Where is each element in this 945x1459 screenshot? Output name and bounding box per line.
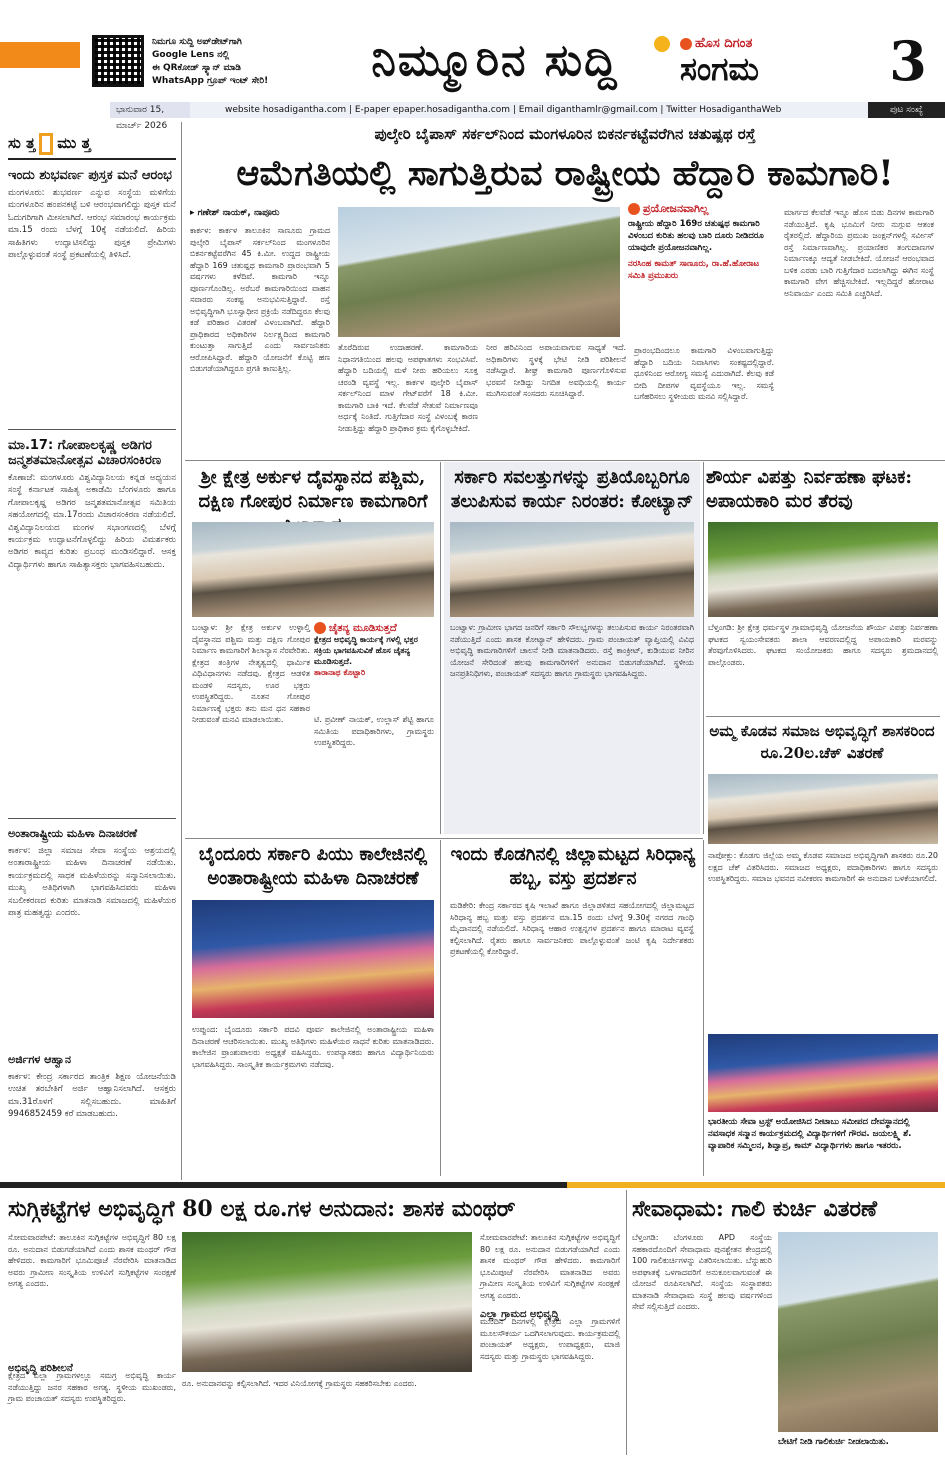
column-tag: ಸು ತ್ತ ಮು ತ್ತ: [8, 128, 176, 160]
orange-accent-tab: [0, 42, 80, 68]
story-body: ಮುಂದಿನ ದಿನಗಳಲ್ಲಿ ಕ್ಷೇತ್ರದ ಎಲ್ಲಾ ಗ್ರಾಮಗಳಿಗೆ ಮೂಲಸೌಕರ್ಯ ಒದಗಿಸಲಾಗುವುದು. ಕಾರ್ಯಕ್ರಮದಲ್ಲಿ ಪಂಚಾಯತ್ ಅಧ್ಯಕ್ಷರು, ಉಪಾಧ್ಯಕ್ಷರು, ಮಾಜಿ ಸದಸ್ಯರು ಮತ್ತು ಗ್ರಾಮಸ್ಥರು ಭಾಗವಹಿಸಿದ್ದರು.: [480, 1317, 620, 1361]
story-body: ಬಂಟ್ವಾಳ: ಗ್ರಾಮೀಣ ಭಾಗದ ಜನರಿಗೆ ಸರ್ಕಾರಿ ಸೌಲಭ್ಯಗಳನ್ನು ತಲುಪಿಸುವ ಕಾರ್ಯ ನಿರಂತರವಾಗಿ ನಡೆಯುತ್ತಿದೆ ಎಂದು ಶಾಸಕ ಕೋಟ್ಯಾನ್ ಹೇಳಿದರು. ಗ್ರಾಮ ಪಂಚಾಯತ್ ವ್ಯಾಪ್ತಿಯಲ್ಲಿ ವಿವಿಧ ಅಭಿವೃದ್ಧಿ ಕಾಮಗಾರಿಗಳಿಗೆ ಚಾಲನೆ ನೀಡಿ ಮಾತನಾಡಿದರು. ರಸ್ತೆ ಕಾಂಕ್ರೀಟ್, ಕುಡಿಯುವ ನೀರಿನ ಯೋಜನೆ ಸೇರಿದಂತೆ ಹಲವು ಕಾಮಗಾರಿಗಳಿಗೆ ಅನುದಾನ ಬಿಡುಗಡೆಯಾಗಿದೆ. ಸ್ಥಳೀಯ ಜನಪ್ರತಿನಿಧಿಗಳು, ಪಂಚಾಯತ್ ಸದಸ್ಯರು ಹಾಗೂ ಗ್ರಾಮಸ್ಥರು ಭಾಗವಹಿಸಿದ್ದರು.: [450, 623, 694, 678]
photo-caption: ಭಾರತೀಯ ಸೇವಾ ಟ್ರಸ್ಟ್ ಅಯೋಜಿಸಿದ ನೀಟಾಬು ಸಮೀಪದ ದೇವಸ್ಥಾನದಲ್ಲಿ ನವಸಾಧಕ ಸನ್ಮಾನ ಕಾರ್ಯಕ್ರಮದಲ್ಲಿ ವಿದ್ಯಾರ್ಥಿಗಳಿಗೆ ಗೌರವ. ಜಯಲಕ್ಷ್ಮಿ ಶೆ. ವ್ಯಾಪಾರಿಕ ಸಮ್ಮಿಲನ, ಶಿವ್ವಾಪ್ರ, ಕಾಮ್ ವಿದ್ಯಾರ್ಥಿಗಳು ಹಾಗೂ ಇತರರು.: [708, 1117, 912, 1151]
story-subheading: ಅಭಿವೃದ್ಧಿ ಪರಿಶೀಲನೆ: [8, 1363, 73, 1374]
quote-author: ತಾರಾನಾಥ ಕೊಟ್ಟಾರಿ: [314, 668, 366, 677]
felicitation-photo: [708, 1034, 938, 1112]
ceremony-photo: [192, 522, 434, 617]
divider: [8, 818, 176, 819]
quote-text: ರಾಷ್ಟ್ರೀಯ ಹೆದ್ದಾರಿ 169ರ ಚತುಷ್ಪಥ ಕಾಮಗಾರಿ ವಿಳಂಬದ ಕುರಿತು ಹಲವು ಬಾರಿ ದೂರು ನೀಡಿದರೂ ಯಾವುದೇ ಪ್ರಯೋಜನವಾಗಿಲ್ಲ.: [628, 219, 764, 253]
story-headline: ಅಂತಾರಾಷ್ಟ್ರೀಯ ಮಹಿಳಾ ದಿನಾಚರಣೆ: [8, 827, 138, 840]
story-headline: ಮಾ.17: ಗೋಪಾಲಕೃಷ್ಣ ಅಡಿಗರ ಜನ್ಮಶತಮಾನೋತ್ಸವ ವಿಚಾರಸಂಕಿರಣ: [8, 438, 162, 468]
story-body: ನಾಪೋಕ್ಲು: ಕೊಡಗು ಜಿಲ್ಲೆಯ ಅಮ್ಮ ಕೊಡವ ಸಮಾಜದ ಅಭಿವೃದ್ಧಿಗಾಗಿ ಶಾಸಕರು ರೂ.20 ಲಕ್ಷದ ಚೆಕ್ ವಿತರಿಸಿದರು. ಸಮಾಜದ ಅಧ್ಯಕ್ಷರು, ಪದಾಧಿಕಾರಿಗಳು ಹಾಗೂ ಸದಸ್ಯರು ಉಪಸ್ಥಿತರಿದ್ದರು. ಸಮಾಜ ಭವನದ ನವೀಕರಣ ಕಾಮಗಾರಿಗೆ ಈ ಅನುದಾನ ಬಳಕೆಯಾಗಲಿದೆ.: [708, 851, 938, 883]
story-body: ಕಾರ್ಕಳ: ಕಾರ್ಕಳ ತಾಲೂಕಿನ ಸಾಣೂರು ಗ್ರಾಮದ ಪುಲ್ಕೇರಿ ಬೈಪಾಸ್ ಸರ್ಕಲ್‌ನಿಂದ ಮಂಗಳೂರಿನ ಬಿಕರ್ನಕಟ್ಟೆವರೆಗಿನ 45 ಕಿ.ಮೀ. ಉದ್ದದ ರಾಷ್ಟ್ರೀಯ ಹೆದ್ದಾರಿ 169 ಚತುಷ್ಪಥ ಕಾಮಗಾರಿ ಪ್ರಾರಂಭವಾಗಿ 5 ವರ್ಷಗಳು ಕಳೆದಿವೆ. ಕಾಮಗಾರಿ ಇನ್ನೂ ಪೂರ್ಣಗೊಂಡಿಲ್ಲ. ಅರೆಬರೆ ಕಾಮಗಾರಿಯಿಂದ ವಾಹನ ಸವಾರರು ಸಂಕಷ್ಟ ಅನುಭವಿಸುತ್ತಿದ್ದಾರೆ. ರಸ್ತೆ ಅಭಿವೃದ್ಧಿಗಾಗಿ ಭೂಸ್ವಾಧೀನ ಪ್ರಕ್ರಿಯೆ ನಡೆದಿದ್ದರೂ ಕೆಲವು ಕಡೆ ಪರಿಹಾರ ವಿತರಣೆ ವಿಳಂಬವಾಗಿದೆ. ಹೆದ್ದಾರಿ ಪ್ರಾಧಿಕಾರದ ಅಧಿಕಾರಿಗಳ ನಿರ್ಲಕ್ಷ್ಯದಿಂದ ಕಾಮಗಾರಿ ಕುಂಟುತ್ತಾ ಸಾಗುತ್ತಿದೆ ಎಂದು ಸಾರ್ವಜನಿಕರು ಆರೋಪಿಸಿದ್ದಾರೆ. ಹೆದ್ದಾರಿ ಯೋಜನೆಗೆ ಕೊಟ್ಟಿ ಹಣ ಬಿಡುಗಡೆಯಾಗಿದ್ದರೂ ಪ್ರಗತಿ ಕಾಣುತ್ತಿಲ್ಲ.: [190, 226, 330, 373]
story-headline: ಇಂದು ಶುಭವರ್ಣ ಪುಸ್ತಕ ಮನೆ ಆರಂಭ: [8, 168, 172, 183]
ground-breaking-photo: [182, 1232, 472, 1372]
story-body: ಬೆಳ್ತಂಗಡಿ: ಶ್ರೀ ಕ್ಷೇತ್ರ ಧರ್ಮಸ್ಥಳ ಗ್ರಾಮಾಭಿವೃದ್ಧಿ ಯೋಜನೆಯ ಶೌರ್ಯ ವಿಪತ್ತು ನಿರ್ವಹಣಾ ಘಟಕದ ಸ್ವಯಂಸೇವಕರು ಶಾಲಾ ಆವರಣದಲ್ಲಿದ್ದ ಅಪಾಯಕಾರಿ ಮರವನ್ನು ತೆರವುಗೊಳಿಸಿದರು. ಘಟಕದ ಸಂಯೋಜಕರು ಹಾಗೂ ಸದಸ್ಯರು ಶ್ರಮದಾನದಲ್ಲಿ ಪಾಲ್ಗೊಂಡರು.: [708, 623, 938, 667]
story-headline: ಸುಗ್ಗಿಕಟ್ಟೆಗಳ ಅಭಿವೃದ್ಧಿಗೆ 80 ಲಕ್ಷ ರೂ.ಗಳ ಅನುದಾನ: ಶಾಸಕ ಮಂಥರ್: [8, 1196, 516, 1222]
story-body: ತೊರೆದಿರುವ ಉದಾಹರಣೆ. ಕಾಮಗಾರಿಯ ನಿಧಾನಗತಿಯಿಂದ ಹಲವು ಅಪಘಾತಗಳು ಸಂಭವಿಸಿವೆ. ಹೆದ್ದಾರಿ ಬದಿಯಲ್ಲಿ ಮಳೆ ನೀರು ಹರಿಯಲು ಸೂಕ್ತ ಚರಂಡಿ ವ್ಯವಸ್ಥೆ ಇಲ್ಲ. ಕಾರ್ಕಳ ಪುಲ್ಕೇರಿ ಬೈಪಾಸ್ ಸರ್ಕಲ್‌ನಿಂದ ಮಾಳ ಗೇಟ್‌ವರೆಗೆ 18 ಕಿ.ಮೀ. ಕಾಮಗಾರಿ ಬಾಕಿ ಇದೆ. ಕೆಲವೆಡೆ ಸೇತುವೆ ನಿರ್ಮಾಣವೂ ಅರ್ಧಕ್ಕೆ ನಿಂತಿದೆ. ಗುತ್ತಿಗೆದಾರ ಸಂಸ್ಥೆ ವಿಳಂಬಕ್ಕೆ ಕಾರಣ ನೀಡುತ್ತಿದ್ದು ಹೆದ್ದಾರಿ ಪ್ರಾಧಿಕಾರ ಕ್ರಮ ಕೈಗೊಳ್ಳಬೇಕಿದೆ.: [338, 343, 478, 433]
story-body: ಕಾರ್ಕಳ: ಜಿಲ್ಲಾ ಸಮಾಜ ಸೇವಾ ಸಂಸ್ಥೆಯ ಆಶ್ರಯದಲ್ಲಿ ಅಂತಾರಾಷ್ಟ್ರೀಯ ಮಹಿಳಾ ದಿನಾಚರಣೆ ನಡೆಯಿತು. ಕಾರ್ಯಕ್ರಮದಲ್ಲಿ ಸಾಧಕ ಮಹಿಳೆಯರನ್ನು ಸನ್ಮಾನಿಸಲಾಯಿತು. ಮುಖ್ಯ ಅತಿಥಿಗಳಾಗಿ ಭಾಗವಹಿಸಿದವರು ಮಹಿಳಾ ಸಬಲೀಕರಣದ ಕುರಿತು ಮಾತನಾಡಿ ಸಮಾಜದಲ್ಲಿ ಮಹಿಳೆಯರ ಪಾತ್ರ ಮಹತ್ವದ್ದು ಎಂದರು.: [8, 846, 176, 919]
page-number: 3: [889, 29, 927, 93]
story-body: ಬೆಳ್ತಂಗಡಿ: ಬೆಂಗಳೂರು APD ಸಂಸ್ಥೆಯ ಸಹಕಾರದೊಂದಿಗೆ ಸೇವಾಧಾಮ ಪುನಶ್ಚೇತನ ಕೇಂದ್ರದಲ್ಲಿ 100 ಗಾಲಿಕುರ್ಚಿಗಳನ್ನು ವಿತರಿಸಲಾಯಿತು. ಬೆನ್ನುಹುರಿ ಅಪಘಾತಕ್ಕೆ ಒಳಗಾದವರಿಗೆ ಅನುಕೂಲವಾಗುವಂತೆ ಈ ಯೋಜನೆ ರೂಪಿಸಲಾಗಿದೆ. ಸಂಸ್ಥೆಯ ಸಂಸ್ಥಾಪಕರು ಮಾತನಾಡಿ ಸೇವಾಧಾಮ ಸಂಸ್ಥೆ ಹಲವು ವರ್ಷಗಳಿಂದ ಸೇವೆ ಸಲ್ಲಿಸುತ್ತಿದೆ ಎಂದರು.: [632, 1233, 772, 1311]
byline: ▸ ಗಣೇಶ್ ನಾಯಕ್, ನಾಪೂರು: [190, 208, 280, 218]
contact-links[interactable]: website hosadigantha.com | E-paper epaper.hosadigantha.com | Email diganthamlr@gmail.com | Twitter HosadiganthaWeb: [225, 105, 782, 115]
story-headline: ಬೈಂದೂರು ಸರ್ಕಾರಿ ಪಿಯು ಕಾಲೇಜಿನಲ್ಲಿ ಅಂತಾರಾಷ್ಟ್ರೀಯ ಮಹಿಳಾ ದಿನಾಚರಣೆ: [198, 844, 428, 889]
divider: [8, 429, 176, 430]
quote-icon: [628, 203, 640, 215]
volunteers-photo: [708, 522, 938, 617]
masthead: [0, 0, 945, 102]
story-body: ಸೋಮವಾರಪೇಟೆ: ತಾಲೂಕಿನ ಸುಗ್ಗಿಕಟ್ಟೆಗಳ ಅಭಿವೃದ್ಧಿಗೆ 80 ಲಕ್ಷ ರೂ. ಅನುದಾನ ಬಿಡುಗಡೆಯಾಗಿದೆ ಎಂದು ಶಾಸಕ ಮಂಥರ್ ಗೌಡ ಹೇಳಿದರು. ಕಾಮಗಾರಿಗೆ ಭೂಮಿಪೂಜೆ ನೆರವೇರಿಸಿ ಮಾತನಾಡಿದ ಅವರು ಗ್ರಾಮೀಣ ಸಂಸ್ಕೃತಿಯ ಉಳಿವಿಗೆ ಸುಗ್ಗಿಕಟ್ಟೆಗಳ ಸಂರಕ್ಷಣೆ ಅಗತ್ಯ ಎಂದರು.: [480, 1233, 620, 1300]
section-rule: [706, 716, 940, 717]
story-headline: ಇಂದು ಕೊಡಗಿನಲ್ಲಿ ಜಿಲ್ಲಾಮಟ್ಟದ ಸಿರಿಧಾನ್ಯ ಹಬ್ಬ, ವಸ್ತು ಪ್ರದರ್ಶನ: [450, 844, 696, 889]
story-headline: ಸೇವಾಧಾಮ: ಗಾಲಿ ಕುರ್ಚಿ ವಿತರಣೆ: [632, 1196, 878, 1222]
quote-author: ನರಸಿಂಹ ಕಾಮತ್ ಸಾಣೂರು, ರಾ.ಹೆ.ಹೋರಾಟ ಸಮಿತಿ ಪ್ರಮುಖರು: [628, 259, 760, 281]
story-headline: ಅಮ್ಮ ಕೊಡವ ಸಮಾಜ ಅಭಿವೃದ್ಧಿಗೆ ಶಾಸಕರಿಂದ ರೂ.20ಲ.ಚೆಕ್ ವಿತರಣೆ: [709, 722, 935, 762]
story-body: ರೂ. ಅನುದಾನವನ್ನು ಕಲ್ಪಿಸಲಾಗಿದೆ. ಇದರ ವಿನಿಯೋಗಕ್ಕೆ ಗ್ರಾಮಸ್ಥರು ಸಹಕರಿಸಬೇಕು ಎಂದರು.: [182, 1379, 417, 1388]
section-rule: [185, 838, 703, 839]
story-headline: ಶೌರ್ಯ ವಿಪತ್ತು ನಿರ್ವಹಣಾ ಘಟಕ: ಅಪಾಯಕಾರಿ ಮರ ತೆರವು: [706, 467, 913, 512]
story-body: ಪ್ರಾರಂಭದಿಂದಲೂ ಕಾಮಗಾರಿ ವಿಳಂಬವಾಗುತ್ತಿದ್ದು ಹೆದ್ದಾರಿ ಬದಿಯ ನಿವಾಸಿಗಳು ಸಂಕಷ್ಟದಲ್ಲಿದ್ದಾರೆ. ಧೂಳಿನಿಂದ ಆರೋಗ್ಯ ಸಮಸ್ಯೆ ಎದುರಾಗಿದೆ. ಕೆಲವು ಕಡೆ ಬೀದಿ ದೀಪಗಳ ವ್ಯವಸ್ಥೆಯೂ ಇಲ್ಲ. ಸಮಸ್ಯೆ ಬಗೆಹರಿಸಲು ಸ್ಥಳೀಯರು ಮನವಿ ಸಲ್ಲಿಸಿದ್ದಾರೆ.: [634, 346, 774, 401]
edition-date: ಭಾನುವಾರ 15, ಮಾರ್ಚ್ 2026: [110, 102, 190, 118]
story-body: ಬಂಟ್ವಾಳ: ಶ್ರೀ ಕ್ಷೇತ್ರ ಅರ್ಕುಳ ಉಳ್ಳಾಲ್ತಿ ದೈವಸ್ಥಾನದ ಪಶ್ಚಿಮ ಮತ್ತು ದಕ್ಷಿಣ ಗೋಪುರ ನಿರ್ಮಾಣ ಕಾಮಗಾರಿಗೆ ಶಿಲಾನ್ಯಾಸ ನೆರವೇರಿತು. ಕ್ಷೇತ್ರದ ತಂತ್ರಿಗಳ ನೇತೃತ್ವದಲ್ಲಿ ಧಾರ್ಮಿಕ ವಿಧಿವಿಧಾನಗಳು ನಡೆದವು. ಕ್ಷೇತ್ರದ ಆಡಳಿತ ಮಂಡಳಿ ಸದಸ್ಯರು, ಊರ ಭಕ್ತರು ಉಪಸ್ಥಿತರಿದ್ದರು. ನೂತನ ಗೋಪುರ ನಿರ್ಮಾಣಕ್ಕೆ ಭಕ್ತರು ತನು ಮನ ಧನ ಸಹಕಾರ ನೀಡುವಂತೆ ಮನವಿ ಮಾಡಲಾಯಿತು.: [192, 623, 310, 724]
quote-heading: ಪ್ರಯೋಜನವಾಗಿಲ್ಲ: [628, 203, 778, 215]
story-body: ಕೊಣಾಜೆ: ಮಂಗಳೂರು ವಿಶ್ವವಿದ್ಯಾನಿಲಯ ಕನ್ನಡ ಅಧ್ಯಯನ ಸಂಸ್ಥೆ ಕರ್ನಾಟಕ ಸಾಹಿತ್ಯ ಅಕಾಡೆಮಿ ಬೆಂಗಳೂರು ಹಾಗೂ ಗೋಪಾಲಕೃಷ್ಣ ಅಡಿಗರ ಜನ್ಮಶತಮಾನೋತ್ಸವ ಸಮಿತಿಯ ಸಹಯೋಗದಲ್ಲಿ ಮಾ.17ರಂದು ವಿಚಾರಸಂಕಿರಣ ನಡೆಯಲಿದೆ. ವಿಶ್ವವಿದ್ಯಾನಿಲಯದ ಮಂಗಳ ಸಭಾಂಗಣದಲ್ಲಿ ಬೆಳಗ್ಗೆ ಕಾರ್ಯಕ್ರಮ ಉದ್ಘಾಟನೆಗೊಳ್ಳಲಿದ್ದು ಹಿರಿಯ ವಿಮರ್ಶಕರು ಅಡಿಗರ ಕಾವ್ಯದ ಕುರಿತು ಪ್ರಬಂಧ ಮಂಡಿಸಲಿದ್ದಾರೆ. ಆಸಕ್ತ ವಿದ್ಯಾರ್ಥಿಗಳು ಹಾಗೂ ಸಾಹಿತ್ಯಾಸಕ್ತರು ಭಾಗವಹಿಸಬಹುದು.: [8, 473, 176, 570]
story-body: ಉಪ್ಪುಂದ: ಬೈಂದೂರು ಸರ್ಕಾರಿ ಪದವಿ ಪೂರ್ವ ಕಾಲೇಜಿನಲ್ಲಿ ಅಂತಾರಾಷ್ಟ್ರೀಯ ಮಹಿಳಾ ದಿನಾಚರಣೆ ಆಚರಿಸಲಾಯಿತು. ಮುಖ್ಯ ಅತಿಥಿಗಳು ಮಹಿಳೆಯರ ಸಾಧನೆ ಕುರಿತು ಮಾತನಾಡಿದರು. ಕಾಲೇಜಿನ ಪ್ರಾಂಶುಪಾಲರು ಅಧ್ಯಕ್ಷತೆ ವಹಿಸಿದ್ದರು. ಉಪನ್ಯಾಸಕರು ಹಾಗೂ ವಿದ್ಯಾರ್ಥಿನಿಯರು ಭಾಗವಹಿಸಿದ್ದರು. ಸಾಂಸ್ಕೃತಿಕ ಕಾರ್ಯಕ್ರಮಗಳು ನಡೆದವು.: [192, 1025, 434, 1069]
story-subheading: ಎಲ್ಲಾ ಗ್ರಾಮದ ಅಭಿವೃದ್ಧಿ: [480, 1309, 559, 1320]
column-rule: [703, 840, 704, 1176]
quote-text: ಕ್ಷೇತ್ರದ ಅಭಿವೃದ್ಧಿ ಕಾರ್ಯಕ್ಕೆ ಗಳಲ್ಲಿ ಭಕ್ತರ ಸಕ್ರಿಯ ಭಾಗವಹಿಸುವಿಕೆ ಹೊಸ ಚೈತನ್ಯ ಮೂಡಿಸುತ್ತದೆ.: [314, 635, 418, 666]
bottom-rule: [0, 1182, 945, 1188]
event-photo: [450, 522, 694, 617]
photo-caption: ಬೇಟಿಗೆ ನೀಡಿ ಗಾಲಿಕುರ್ಚಿ ನೀಡಲಾಯಿತು.: [778, 1437, 889, 1447]
quote-box: [314, 622, 434, 710]
arrow-icon: ▸: [190, 208, 198, 218]
quote-icon: [314, 622, 326, 634]
story-body: ಕ್ಷೇತ್ರದ ಎಲ್ಲಾ ಗ್ರಾಮಗಳಲ್ಲೂ ಸಮಗ್ರ ಅಭಿವೃದ್ಧಿ ಕಾರ್ಯ ನಡೆಯುತ್ತಿದ್ದು ಜನರ ಸಹಕಾರ ಅಗತ್ಯ. ಸ್ಥಳೀಯ ಮುಖಂಡರು, ಗ್ರಾಮ ಪಂಚಾಯತ್ ಸದಸ್ಯರು ಉಪಸ್ಥಿತರಿದ್ದರು.: [8, 1371, 176, 1403]
quote-heading: ಚೈತನ್ಯ ಮೂಡಿಸುತ್ತದೆ: [314, 622, 434, 634]
story-body: ಟಿ. ಪ್ರವೀಣ್ ನಾಯಕ್, ಉಲ್ಲಾಸ್ ಶೆಟ್ಟಿ ಹಾಗೂ ಸಮಿತಿಯ ಪದಾಧಿಕಾರಿಗಳು, ಗ್ರಾಮಸ್ಥರು ಉಪಸ್ಥಿತರಿದ್ದರು.: [314, 715, 434, 747]
story-headline: ಶ್ರೀ ಕ್ಷೇತ್ರ ಅರ್ಕುಳ ದೈವಸ್ಥಾನದ ಪಶ್ಚಿಮ, ದಕ್ಷಿಣ ಗೋಪುರ ನಿರ್ಮಾಣ ಕಾಮಗಾರಿಗೆ: [198, 467, 428, 512]
brand-emblem-icon: [680, 38, 692, 50]
lead-headline: ಆಮೆಗತಿಯಲ್ಲಿ ಸಾಗುತ್ತಿರುವ ರಾಷ್ಟ್ರೀಯ ಹೆದ್ದಾರಿ ಕಾಮಗಾರಿ!: [236, 153, 894, 194]
story-headline: ಅರ್ಜಿಗಳ ಆಹ್ವಾನ: [8, 1053, 71, 1066]
column-tag-icon: [39, 133, 53, 155]
highway-photo: [338, 207, 620, 337]
quote-box: [628, 203, 778, 338]
story-body: ಮಾರ್ಗದ ಕೆಲವೆಡೆ ಇನ್ನೂ ಹೊಸ ಬಿಡು ದಿನಗಳ ಕಾಮಗಾರಿ ನಡೆಯುತ್ತಿದೆ. ಕೃಷಿ ಭೂಮಿಗೆ ನೀರು ನುಗ್ಗುವ ಆತಂಕ ರೈತರಲ್ಲಿದೆ. ಹೆದ್ದಾರಿಯ ಪ್ರಮುಖ ಜಂಕ್ಷನ್‌ಗಳಲ್ಲಿ ಸರ್ವೀಸ್ ರಸ್ತೆ ನಿರ್ಮಾಣವಾಗಿಲ್ಲ. ಪ್ರಯಾಣಿಕರ ತಂಗುದಾಣಗಳ ನಿರ್ಮಾಣಕ್ಕೂ ಆದ್ಯತೆ ನೀಡಬೇಕಿದೆ. ಯೋಜನೆ ಆರಂಭವಾದ ಬಳಿಕ ಎರಡು ಬಾರಿ ಗುತ್ತಿಗೆದಾರ ಬದಲಾಗಿದ್ದು ಈಗಿನ ಸಂಸ್ಥೆ ಕಾಮಗಾರಿ ವೇಗ ಹೆಚ್ಚಿಸಬೇಕಿದೆ. ಇಲ್ಲದಿದ್ದರೆ ಹೋರಾಟ ಅನಿವಾರ್ಯ ಎಂದು ಸಮಿತಿ ಎಚ್ಚರಿಸಿದೆ.: [784, 208, 934, 298]
story-body: ನೀರ ಹರಿವಿನಿಂದ ಅಪಾಯವಾಗುವ ಸಾಧ್ಯತೆ ಇದೆ. ಅಧಿಕಾರಿಗಳು ಸ್ಥಳಕ್ಕೆ ಭೇಟಿ ನೀಡಿ ಪರಿಶೀಲನೆ ನಡೆಸಿದ್ದಾರೆ. ಶೀಘ್ರ ಕಾಮಗಾರಿ ಪೂರ್ಣಗೊಳಿಸುವ ಭರವಸೆ ನೀಡಿದ್ದು ನಿಗದಿತ ಅವಧಿಯಲ್ಲಿ ಕಾರ್ಯ ಮುಗಿಸುವಂತೆ ಸಂಸದರು ಸೂಚಿಸಿದ್ದಾರೆ.: [486, 343, 626, 398]
qr-instructions: ನಿಮಗೂ ಸುದ್ದಿ ಅಪ್‌ಡೇಟ್‌ಗಾಗಿ Google Lens ನಲ್ಲಿ ಈ QRಕೋಡ್ ಸ್ಕ್ಯಾನ್ ಮಾಡಿ WhatsApp ಗ್ರೂಪ್ ಇಂಟ್ ಸೇರಿ!: [152, 37, 269, 86]
column-rule: [181, 122, 182, 1180]
brand-logo: [680, 36, 880, 92]
brand-section-name: ಸಂಗಮ: [680, 50, 759, 88]
story-headline: ಸರ್ಕಾರಿ ಸವಲತ್ತುಗಳನ್ನು ಪ್ರತಿಯೊಬ್ಬರಿಗೂ ತಲುಪಿಸುವ ಕಾರ್ಯ ನಿರಂತರ: ಕೋಟ್ಯಾನ್: [450, 467, 694, 512]
stage-photo: [192, 900, 434, 1018]
story-body: ಮಂಗಳೂರು: ಶುಭವರ್ಣ ಎನ್ನುವ ಸಂಸ್ಥೆಯ ಮಳಿಗೆಯ ಮಂಗಳೂರಿನ ಹಂಪನಕಟ್ಟೆ ಬಳಿ ಆರಂಭವಾಗಲಿದ್ದು ಪುಸ್ತಕ ಮನೆ ಓದುಗರಿಗಾಗಿ ಮೀಸಲಾಗಿದೆ. ಆರಂಭ ಸಮಾರಂಭ ಕಾರ್ಯಕ್ರಮ ಮಾ.15 ರಂದು ಬೆಳಗ್ಗೆ 10ಕ್ಕೆ ನಡೆಯಲಿದೆ. ಹಿರಿಯ ಸಾಹಿತಿಗಳು ಉದ್ಘಾಟಿಸಲಿದ್ದು ಪುಸ್ತಕ ಪ್ರೇಮಿಗಳು ಪಾಲ್ಗೊಳ್ಳುವಂತೆ ಸಂಸ್ಥೆ ಪ್ರಕಟಣೆಯಲ್ಲಿ ತಿಳಿಸಿದೆ.: [8, 188, 176, 261]
lead-kicker: ಪುಲ್ಕೇರಿ ಬೈಪಾಸ್ ಸರ್ಕಲ್‌ನಿಂದ ಮಂಗಳೂರಿನ ಬಿಕರ್ನಕಟ್ಟೆವರೆಗಿನ ಚತುಷ್ಪಥ ರಸ್ತೆ: [374, 125, 756, 143]
brand-publication: ಹೊಸ ದಿಗಂತ: [680, 36, 880, 51]
column-rule: [703, 462, 704, 834]
column-rule: [440, 840, 441, 1176]
story-body: ಮಡಿಕೇರಿ: ಕೇಂದ್ರ ಸರ್ಕಾರದ ಕೃಷಿ ಇಲಾಖೆ ಹಾಗೂ ಜಿಲ್ಲಾಡಳಿತದ ಸಹಯೋಗದಲ್ಲಿ ಜಿಲ್ಲಾಮಟ್ಟದ ಸಿರಿಧಾನ್ಯ ಹಬ್ಬ ಮತ್ತು ವಸ್ತು ಪ್ರದರ್ಶನ ಮಾ.15 ರಂದು ಬೆಳಗ್ಗೆ 9.30ಕ್ಕೆ ನಗರದ ಗಾಂಧಿ ಮೈದಾನದಲ್ಲಿ ನಡೆಯಲಿದೆ. ಸಿರಿಧಾನ್ಯ ಆಹಾರ ಉತ್ಪನ್ನಗಳ ಪ್ರದರ್ಶನ ಹಾಗೂ ಮಾರಾಟ ವ್ಯವಸ್ಥೆ ಕಲ್ಪಿಸಲಾಗಿದೆ. ರೈತರು ಹಾಗೂ ಸಾರ್ವಜನಿಕರು ಪಾಲ್ಗೊಳ್ಳುವಂತೆ ಜಂಟಿ ಕೃಷಿ ನಿರ್ದೇಶಕರು ಪ್ರಕಟಣೆಯಲ್ಲಿ ಕೋರಿದ್ದಾರೆ.: [450, 901, 694, 956]
cheque-photo: [708, 774, 938, 844]
column-rule: [440, 462, 441, 834]
left-column: [8, 128, 176, 1178]
section-rule: [185, 460, 945, 461]
page-label: ಪುಟ ಸಂಖ್ಯೆ: [868, 102, 945, 118]
story-body: ಕಾರ್ಕಳ: ಕೇಂದ್ರ ಸರ್ಕಾರದ ತಾಂತ್ರಿಕ ಶಿಕ್ಷಣ ಯೋಜನೆಯಡಿ ಉಚಿತ ತರಬೇತಿಗೆ ಅರ್ಜಿ ಆಹ್ವಾನಿಸಲಾಗಿದೆ. ಆಸಕ್ತರು ಮಾ.31ರೊಳಗೆ ಸಲ್ಲಿಸಬಹುದು. ಮಾಹಿತಿಗೆ 9946852459 ಕರೆ ಮಾಡಬಹುದು.: [8, 1072, 176, 1120]
column-rule: [626, 1190, 627, 1455]
qr-code-icon[interactable]: [92, 35, 144, 87]
wheelchair-photo: [778, 1232, 938, 1432]
sun-dot-icon: [654, 36, 670, 52]
page-title: ನಿಮ್ಮೂರಿನ ಸುದ್ದಿ: [371, 35, 619, 86]
story-body: ಸೋಮವಾರಪೇಟೆ: ತಾಲೂಕಿನ ಸುಗ್ಗಿಕಟ್ಟೆಗಳ ಅಭಿವೃದ್ಧಿಗೆ 80 ಲಕ್ಷ ರೂ. ಅನುದಾನ ಬಿಡುಗಡೆಯಾಗಿದೆ ಎಂದು ಶಾಸಕ ಮಂಥರ್ ಗೌಡ ಹೇಳಿದರು. ಕಾಮಗಾರಿಗೆ ಭೂಮಿಪೂಜೆ ನೆರವೇರಿಸಿ ಮಾತನಾಡಿದ ಅವರು ಗ್ರಾಮೀಣ ಸಂಸ್ಕೃತಿಯ ಉಳಿವಿಗೆ ಸುಗ್ಗಿಕಟ್ಟೆಗಳ ಸಂರಕ್ಷಣೆ ಅಗತ್ಯ ಎಂದರು.: [8, 1233, 176, 1288]
